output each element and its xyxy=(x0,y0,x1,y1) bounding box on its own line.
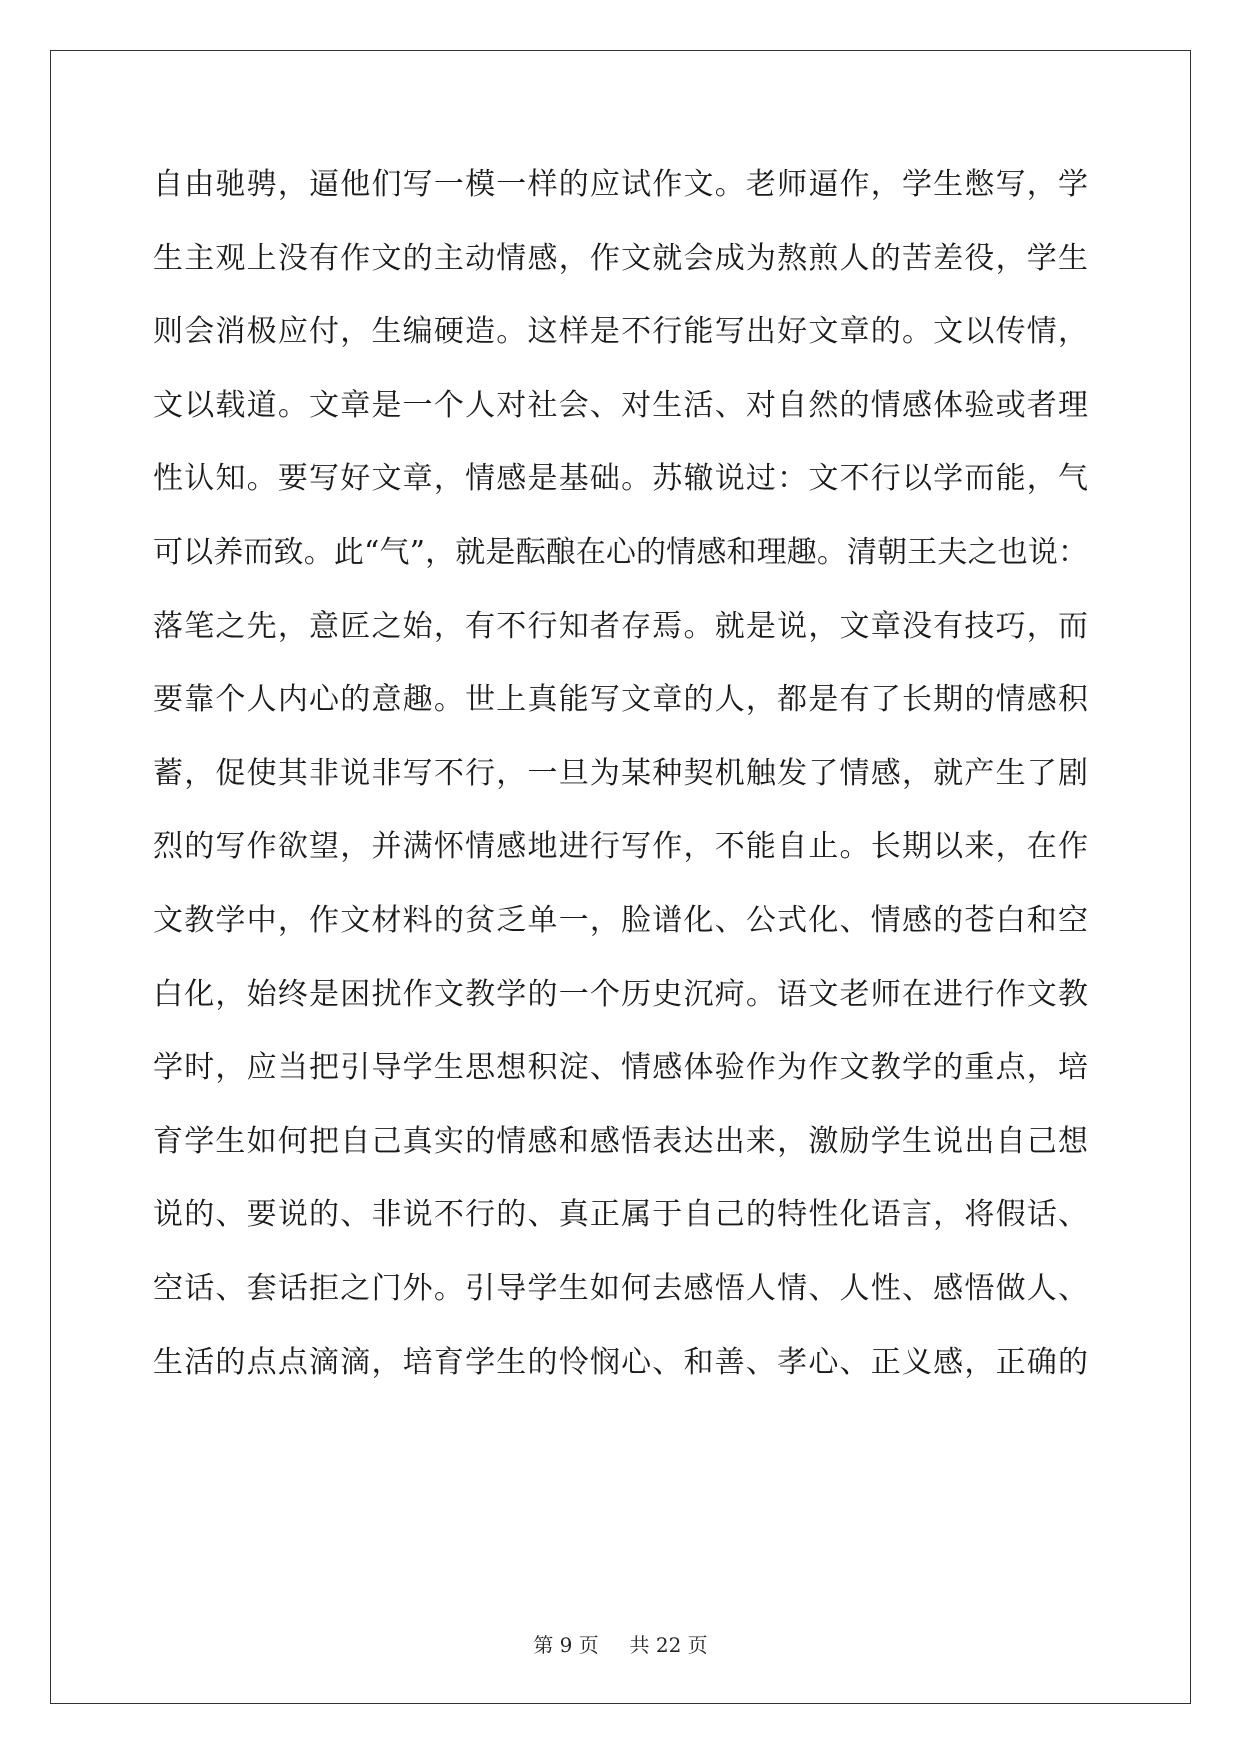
page-footer xyxy=(0,1629,1241,1658)
page-total: 共 22 页 xyxy=(629,1633,708,1657)
text-line: 落笔之先，意匠之始，有不行知者存焉。就是说，文章没有技巧，而 xyxy=(153,608,1088,644)
text-line: 蓄，促使其非说非写不行，一旦为某种契机触发了情感，就产生了剧 xyxy=(153,755,1088,791)
text-line: 自由驰骋，逼他们写一模一样的应试作文。老师逼作，学生憋写，学 xyxy=(153,167,1088,202)
text-line: 要靠个人内心的意趣。世上真能写文章的人，都是有了长期的情感积 xyxy=(153,682,1088,718)
text-line: 空话、套话拒之门外。引导学生如何去感悟人情、人性、感悟做人、 xyxy=(153,1270,1088,1306)
text-line: 学时，应当把引导学生思想积淀、情感体验作为作文教学的重点，培 xyxy=(153,1050,1088,1086)
text-line: 文教学中，作文材料的贫乏单一，脸谱化、公式化、情感的苍白和空 xyxy=(153,902,1088,938)
text-line: 生活的点点滴滴，培育学生的怜悯心、和善、孝心、正义感，正确的 xyxy=(153,1344,1088,1380)
text-line: 文以载道。文章是一个人对社会、对生活、对自然的情感体验或者理 xyxy=(153,387,1088,423)
text-line: 则会消极应付，生编硬造。这样是不行能写出好文章的。文以传情， xyxy=(153,314,1088,350)
text-line: 烈的写作欲望，并满怀情感地进行写作，不能自止。长期以来，在作 xyxy=(153,829,1088,865)
text-line: 可以养而致。此“气”，就是酝酿在心的情感和理趣。清朝王夫之也说： xyxy=(153,534,1088,570)
text-line: 白化，始终是困扰作文教学的一个历史沉疴。语文老师在进行作文教 xyxy=(153,976,1088,1012)
text-line: 性认知。要写好文章，情感是基础。苏辙说过：文不行以学而能，气 xyxy=(153,461,1088,497)
document-body xyxy=(153,162,1088,1413)
text-line: 生主观上没有作文的主动情感，作文就会成为熬煎人的苦差役，学生 xyxy=(153,240,1088,276)
page-number: 第 9 页 xyxy=(533,1633,599,1657)
text-line: 说的、要说的、非说不行的、真正属于自己的特性化语言，将假话、 xyxy=(153,1197,1088,1233)
text-line: 育学生如何把自己真实的情感和感悟表达出来，激励学生说出自己想 xyxy=(153,1123,1088,1159)
